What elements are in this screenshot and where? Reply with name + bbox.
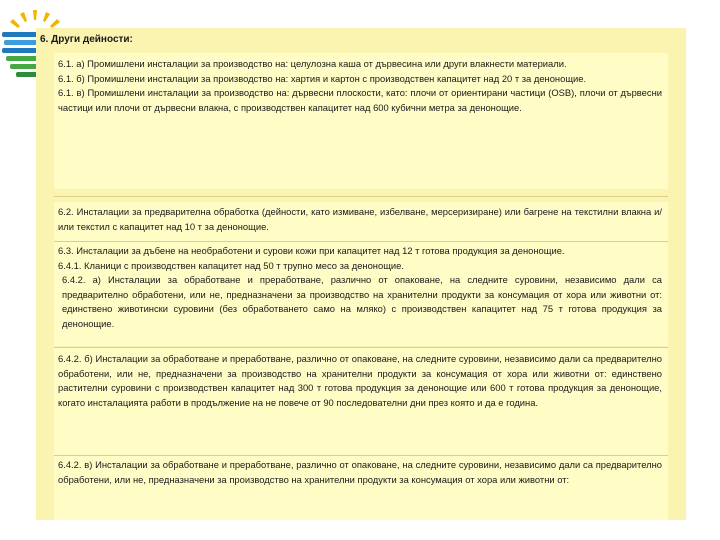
item-6-4-1: 6.4.1. Кланици с производствен капацитет над 50 т трупно месо за денонощие. <box>58 259 404 271</box>
activities-table <box>36 28 686 520</box>
table-row <box>54 348 668 458</box>
item-6-3: 6.3. Инсталации за дъбене на необработени и сурови кожи при капацитет над 12 т готова продукция за денонощие. <box>58 245 565 256</box>
item-6-1-a: 6.1. а) Промишлени инсталации за производство на: целулозна каша от дървесина или други влакнести материали. <box>58 58 567 69</box>
section-heading: 6. Други дейности: <box>40 34 133 45</box>
item-6-1-c: 6.1. в) Промишлени инсталации за производство на: дървесни плоскости, като: плочи от ориентирани частици (OSB), плочи от дървесни частици или плочи от дървесни влакна, с производствен капацитет над 600 кубични метра за денонощие. <box>58 87 662 113</box>
table-row <box>54 53 668 189</box>
item-6-1-b: 6.1. б) Промишлени инсталации за производство на: хартия и картон с производствен капацитет над 20 т за денонощие. <box>58 72 587 84</box>
item-6-4-2-b: 6.4.2. б) Инсталации за обработване и преработване, различно от опаковане, на следните суровини, независимо дали са предварително обработени, или не, предназначени за производство на хранителни продукти за консумация от хора или животни от: единствено растителни суровини с производствен капацитет над 300 т готова продукция за денонощие или 600 т готова продукция за денонощие, когато инсталацията работи в продължение на не повече от 90 последователни дни през която и да е година. <box>58 353 662 408</box>
table-row <box>54 242 668 346</box>
table-row <box>54 202 668 242</box>
item-6-4-2-a: 6.4.2. а) Инсталации за обработване и преработване, различно от опаковане, на следните суровини, независимо дали са предварително обработени, или не, предназначени за производство на хранителни продукти за консумация от хора или животни от: единствено животински суровини (без обработването само на мляко) с производствен капацитет над 75 т готова продукция за денонощие. <box>62 274 662 329</box>
item-6-4-2-c: 6.4.2. в) Инсталации за обработване и преработване, различно от опаковане, на следните суровини, независимо дали са предварително обработени, или не, предназначени за производство на хранителни продукти за консумация от хора или животни от: <box>58 459 662 485</box>
table-heading-row <box>36 28 686 52</box>
table-row <box>54 456 668 520</box>
item-6-2: 6.2. Инсталации за предварителна обработка (дейности, като измиване, избелване, мерсеризиране) или багрене на текстилни влакна и/или текстил с капацитет над 10 т за денонощие. <box>58 206 662 232</box>
row-divider <box>54 196 668 197</box>
